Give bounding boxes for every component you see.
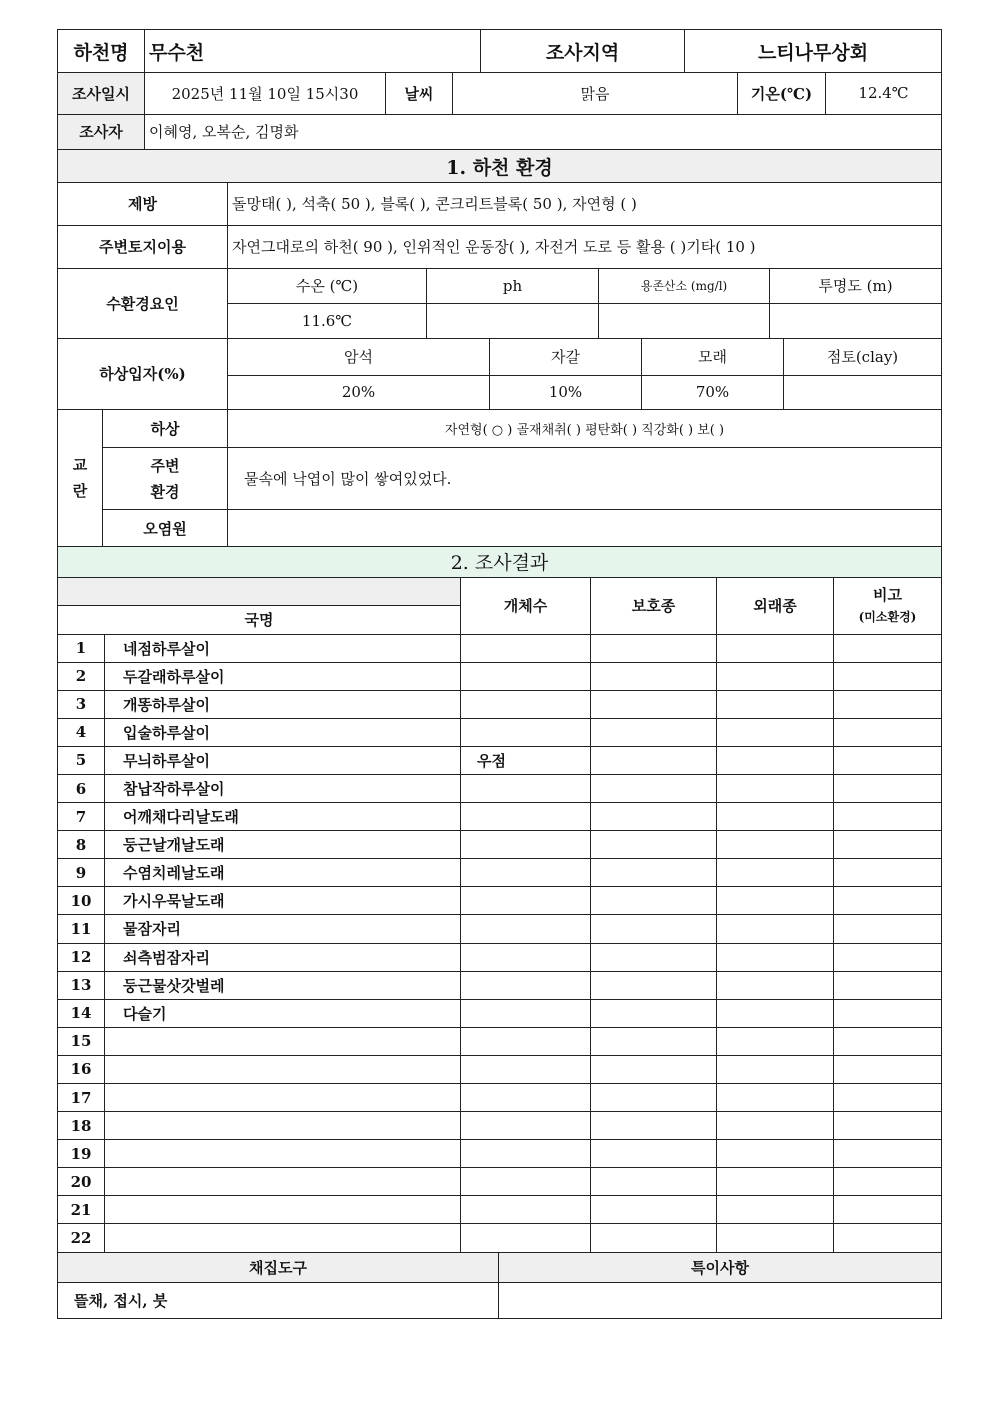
protected-cell: [591, 634, 717, 662]
species-name: [105, 1224, 461, 1252]
species-name: [105, 1112, 461, 1140]
alien-cell: [717, 1224, 834, 1252]
river-environment-table: [57, 183, 942, 269]
substrate-table: [57, 339, 942, 410]
water-factors-table: [57, 269, 942, 340]
protected-cell: [591, 803, 717, 831]
transparency-header: 투명도 (m): [770, 269, 942, 304]
species-name: 입술하루살이: [105, 718, 461, 746]
species-count: [461, 1112, 591, 1140]
species-name: [105, 1196, 461, 1224]
surroundings-label-2: 환경: [150, 482, 180, 501]
row-number: 5: [58, 746, 105, 774]
surveyor-label: 조사자: [58, 115, 145, 150]
alien-cell: [717, 1140, 834, 1168]
protected-cell: [591, 1224, 717, 1252]
water-temp-value: 11.6℃: [228, 304, 427, 339]
alien-cell: [717, 1112, 834, 1140]
river-name-label: 하천명: [58, 30, 145, 73]
species-count: [461, 887, 591, 915]
species-count: [461, 803, 591, 831]
remarks-label: 특이사항: [499, 1253, 942, 1283]
sand-value: 70%: [642, 375, 784, 409]
species-name: [105, 1084, 461, 1112]
remarks-value: [499, 1283, 942, 1319]
table-row: [58, 1084, 942, 1112]
alien-cell: [717, 662, 834, 690]
alien-cell: [717, 887, 834, 915]
table-row: [58, 999, 942, 1027]
species-name: 두갈래하루살이: [105, 662, 461, 690]
species-name: 수염치레날도래: [105, 859, 461, 887]
temperature-value: 12.4℃: [826, 73, 942, 114]
table-row: [58, 1140, 942, 1168]
sand-header: 모래: [642, 339, 784, 375]
note-cell: [834, 859, 942, 887]
alien-cell: [717, 915, 834, 943]
species-count: [461, 1168, 591, 1196]
row-number: 17: [58, 1084, 105, 1112]
species-name: 다슬기: [105, 999, 461, 1027]
embankment-value: 돌망태( ), 석축( 50 ), 블록( ), 콘크리트블록( 50 ), 자연형 ( ): [228, 183, 942, 225]
note-cell: [834, 1112, 942, 1140]
table-row: [58, 662, 942, 690]
table-row: [58, 859, 942, 887]
protected-cell: [591, 746, 717, 774]
table-row: [58, 1055, 942, 1083]
section2-title: 2. 조사결과: [58, 547, 942, 577]
surroundings-label-1: 주변: [150, 456, 180, 475]
row-number: 20: [58, 1168, 105, 1196]
table-row: [58, 1168, 942, 1196]
row-number: 14: [58, 999, 105, 1027]
table-row: [58, 1112, 942, 1140]
survey-results-table: [57, 547, 942, 1253]
note-cell: [834, 831, 942, 859]
clay-value: [784, 375, 942, 409]
table-row: [58, 971, 942, 999]
protected-cell: [591, 1112, 717, 1140]
note-cell: [834, 1196, 942, 1224]
row-number: 9: [58, 859, 105, 887]
protected-cell: [591, 774, 717, 802]
alien-cell: [717, 718, 834, 746]
tools-label: 채집도구: [58, 1253, 499, 1283]
disturbance-table: [57, 410, 942, 548]
rock-header: 암석: [228, 339, 490, 375]
species-count: [461, 915, 591, 943]
species-name: 가시우묵날도래: [105, 887, 461, 915]
species-name: 개똥하루살이: [105, 690, 461, 718]
table-row: [58, 887, 942, 915]
row-number: 3: [58, 690, 105, 718]
species-count: [461, 831, 591, 859]
row-number: 21: [58, 1196, 105, 1224]
note-cell: [834, 662, 942, 690]
section1-title: 1. 하천 환경: [58, 150, 942, 183]
species-name: 쇠측범잠자리: [105, 943, 461, 971]
protected-cell: [591, 971, 717, 999]
table-row: [58, 1196, 942, 1224]
tools-value: 뜰채, 접시, 붓: [58, 1283, 499, 1319]
note-cell: [834, 803, 942, 831]
note-header-label: 비고: [873, 585, 902, 604]
alien-header: 외래종: [717, 577, 834, 634]
species-count: 우점: [461, 746, 591, 774]
land-use-value: 자연그대로의 하천( 90 ), 인위적인 운동장( ), 자전거 도로 등 활용 ( )기타( 10 ): [228, 225, 942, 268]
species-name: 둥근날개날도래: [105, 831, 461, 859]
note-header: [834, 577, 942, 634]
table-row: [58, 943, 942, 971]
disturbance-label-2: 란: [72, 481, 88, 500]
species-count: [461, 971, 591, 999]
row-number: 11: [58, 915, 105, 943]
surveyor-value: 이혜영, 오복순, 김명화: [145, 115, 942, 150]
alien-cell: [717, 1027, 834, 1055]
note-cell: [834, 999, 942, 1027]
species-name: [105, 1027, 461, 1055]
table-row: [58, 634, 942, 662]
species-count: [461, 1055, 591, 1083]
note-cell: [834, 774, 942, 802]
row-number: 18: [58, 1112, 105, 1140]
disturbance-label: [58, 410, 103, 547]
note-cell: [834, 1027, 942, 1055]
species-count: [461, 718, 591, 746]
note-header-sub: (미소환경): [858, 609, 917, 624]
table-row: [58, 746, 942, 774]
water-factors-label: 수환경요인: [58, 269, 228, 339]
weather-value: 맑음: [453, 73, 738, 114]
surveyor-row-table: [57, 115, 942, 184]
species-name: [105, 1055, 461, 1083]
protected-cell: [591, 1027, 717, 1055]
protected-cell: [591, 943, 717, 971]
species-count: [461, 690, 591, 718]
date-row-table: [57, 73, 942, 115]
alien-cell: [717, 690, 834, 718]
protected-cell: [591, 1168, 717, 1196]
alien-cell: [717, 774, 834, 802]
disturbance-label-1: 교: [72, 455, 88, 474]
alien-cell: [717, 634, 834, 662]
protected-cell: [591, 1196, 717, 1224]
note-cell: [834, 634, 942, 662]
row-number: 16: [58, 1055, 105, 1083]
note-cell: [834, 1140, 942, 1168]
row-number: 1: [58, 634, 105, 662]
note-cell: [834, 971, 942, 999]
note-cell: [834, 718, 942, 746]
ph-header: ph: [427, 269, 599, 304]
protected-cell: [591, 1140, 717, 1168]
table-row: [58, 718, 942, 746]
alien-cell: [717, 803, 834, 831]
clay-header: 점토(clay): [784, 339, 942, 375]
protected-cell: [591, 1084, 717, 1112]
row-number: 12: [58, 943, 105, 971]
footer-table: [57, 1253, 942, 1320]
surroundings-label: [103, 448, 228, 510]
survey-area-value: 느티나무상회: [685, 30, 942, 73]
species-count: [461, 634, 591, 662]
row-number: 15: [58, 1027, 105, 1055]
species-count: [461, 943, 591, 971]
ph-value: [427, 304, 599, 339]
embankment-label: 제방: [58, 183, 228, 225]
table-row: [58, 690, 942, 718]
pollution-value: [228, 510, 942, 547]
alien-cell: [717, 971, 834, 999]
row-number: 6: [58, 774, 105, 802]
alien-cell: [717, 1196, 834, 1224]
note-cell: [834, 746, 942, 774]
species-name: 물잠자리: [105, 915, 461, 943]
protected-header: 보호종: [591, 577, 717, 634]
alien-cell: [717, 859, 834, 887]
header-table: [57, 29, 942, 73]
row-number: 22: [58, 1224, 105, 1252]
protected-cell: [591, 831, 717, 859]
species-name: 둥근물삿갓벌레: [105, 971, 461, 999]
protected-cell: [591, 690, 717, 718]
alien-cell: [717, 1084, 834, 1112]
row-number: 8: [58, 831, 105, 859]
table-row: [58, 774, 942, 802]
water-temp-header: 수온 (℃): [228, 269, 427, 304]
count-header: 개체수: [461, 577, 591, 634]
protected-cell: [591, 999, 717, 1027]
row-number: 13: [58, 971, 105, 999]
surroundings-value: 물속에 낙엽이 많이 쌓여있었다.: [228, 448, 942, 510]
alien-cell: [717, 999, 834, 1027]
table-row: [58, 915, 942, 943]
species-name: 참납작하루살이: [105, 774, 461, 802]
note-cell: [834, 1224, 942, 1252]
note-cell: [834, 690, 942, 718]
row-number: 4: [58, 718, 105, 746]
riverbed-value: 자연형( ○ ) 골재채취( ) 평탄화( ) 직강화( ) 보( ): [228, 410, 942, 448]
temperature-label: 기온(℃): [738, 73, 826, 114]
note-cell: [834, 1168, 942, 1196]
protected-cell: [591, 1055, 717, 1083]
species-name: 네점하루살이: [105, 634, 461, 662]
table-row: [58, 1027, 942, 1055]
weather-label: 날씨: [386, 73, 453, 114]
survey-date-label: 조사일시: [58, 73, 145, 114]
protected-cell: [591, 915, 717, 943]
protected-cell: [591, 718, 717, 746]
alien-cell: [717, 831, 834, 859]
alien-cell: [717, 1055, 834, 1083]
dissolved-oxygen-value: [599, 304, 770, 339]
species-count: [461, 1140, 591, 1168]
table-row: [58, 803, 942, 831]
protected-cell: [591, 662, 717, 690]
transparency-value: [770, 304, 942, 339]
species-name: [105, 1140, 461, 1168]
gravel-header: 자갈: [490, 339, 642, 375]
table-row: [58, 831, 942, 859]
species-count: [461, 1196, 591, 1224]
species-name: 어깨채다리날도래: [105, 803, 461, 831]
gravel-value: 10%: [490, 375, 642, 409]
rock-value: 20%: [228, 375, 490, 409]
substrate-label: 하상입자(%): [58, 339, 228, 409]
protected-cell: [591, 859, 717, 887]
row-number: 7: [58, 803, 105, 831]
note-cell: [834, 887, 942, 915]
row-number: 19: [58, 1140, 105, 1168]
dissolved-oxygen-header: 용존산소 (mg/l): [599, 269, 770, 304]
species-count: [461, 1084, 591, 1112]
alien-cell: [717, 943, 834, 971]
results-header-spacer: [58, 577, 461, 605]
species-count: [461, 1027, 591, 1055]
alien-cell: [717, 746, 834, 774]
species-name: [105, 1168, 461, 1196]
species-count: [461, 1224, 591, 1252]
result-rows: [58, 634, 942, 1252]
survey-sheet: [57, 29, 941, 1319]
river-name-value: 무수천: [145, 30, 481, 73]
species-count: [461, 662, 591, 690]
species-count: [461, 999, 591, 1027]
note-cell: [834, 1084, 942, 1112]
note-cell: [834, 943, 942, 971]
survey-date-value: 2025년 11월 10일 15시30: [145, 73, 386, 114]
alien-cell: [717, 1168, 834, 1196]
row-number: 2: [58, 662, 105, 690]
note-cell: [834, 1055, 942, 1083]
riverbed-label: 하상: [103, 410, 228, 448]
species-count: [461, 774, 591, 802]
note-cell: [834, 915, 942, 943]
pollution-label: 오염원: [103, 510, 228, 547]
protected-cell: [591, 887, 717, 915]
table-row: [58, 1224, 942, 1252]
survey-area-label: 조사지역: [481, 30, 685, 73]
species-name-header: 국명: [58, 605, 461, 634]
land-use-label: 주변토지이용: [58, 225, 228, 268]
row-number: 10: [58, 887, 105, 915]
species-name: 무늬하루살이: [105, 746, 461, 774]
species-count: [461, 859, 591, 887]
